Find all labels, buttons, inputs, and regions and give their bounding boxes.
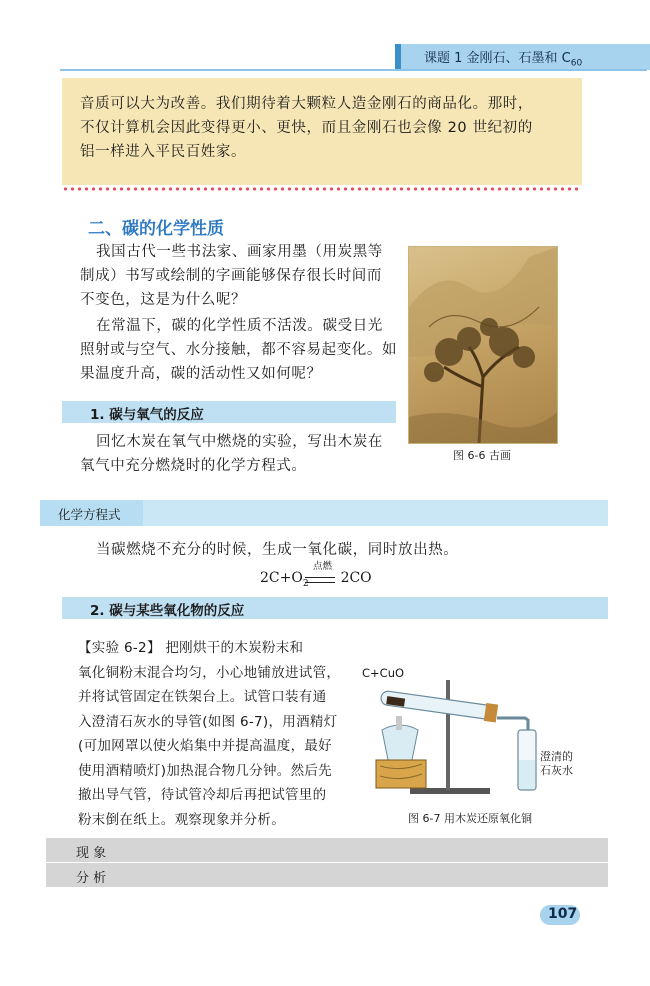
figure-6-6-caption: 图 6-6 古画 — [453, 449, 511, 462]
lesson-number: 课题 1 — [424, 51, 463, 66]
analysis-row — [46, 863, 608, 887]
experiment-line: 粉末倒在纸上。观察现象并分析。 — [78, 811, 285, 828]
observation-label: 现 象 — [76, 846, 107, 861]
experiment-line: (可加网罩以使火焰集中并提高温度，最好 — [78, 738, 332, 754]
experiment-line: 并将试管固定在铁架台上。试管口装有通 — [78, 689, 327, 705]
header-divider — [60, 69, 647, 71]
prompt-line: 氧气中充分燃烧时的化学方程式。 — [80, 458, 307, 474]
intro-line: 铝一样进入平民百姓家。 — [80, 144, 247, 160]
para-line: 我国古代一些书法家、画家用墨（用炭黑等 — [96, 244, 383, 260]
experiment-line: 入澄清石灰水的导管(如图 6-7)，用酒精灯 — [78, 713, 338, 730]
chapter-header — [424, 47, 582, 69]
equation-subscript: 2 — [302, 578, 309, 589]
experiment-line: 【实验 6-2】 把刚烘干的木炭粉末和 — [78, 640, 304, 656]
label-limewater-line: 石灰水 — [540, 764, 573, 777]
experiment-label: 【实验 6-2】 — [78, 640, 161, 656]
subsection-1-heading: 1. 碳与氧气的反应 — [90, 407, 204, 423]
label-limewater-line: 澄清的 — [540, 750, 573, 763]
label-limewater — [540, 750, 573, 778]
figure-6-7-caption: 图 6-7 用木炭还原氧化铜 — [408, 812, 532, 825]
lesson-title-subscript: 60 — [570, 58, 583, 69]
label-reagent: C+CuO — [362, 666, 405, 680]
intro-text — [80, 92, 575, 164]
section-para-2 — [80, 314, 400, 386]
equation-product: 2CO — [340, 570, 372, 586]
observation-row — [46, 838, 608, 862]
intro-box-dotted-border — [62, 186, 582, 192]
apparatus-illustration — [360, 660, 610, 800]
para-line: 照射或与空气、水分接触，都不容易起变化。如 — [80, 342, 398, 358]
experiment-line: 氧化铜粉末混合均匀，小心地铺放进试管， — [78, 664, 341, 681]
analysis-label: 分 析 — [76, 871, 107, 886]
section-heading: 二、碳的化学性质 — [88, 219, 224, 239]
intro-line: 不仅计算机会因此变得更小、更快，而且金刚石也会像 20 世纪初的 — [80, 120, 533, 136]
para-line: 在常温下，碳的化学性质不活泼。碳受日光 — [96, 318, 383, 334]
subsection-2-heading: 2. 碳与某些氧化物的反应 — [90, 603, 245, 619]
painting-illustration — [409, 247, 557, 443]
para-line: 不变色，这是为什么呢？ — [80, 292, 247, 308]
subsection-1-prompt — [80, 430, 400, 478]
intro-line: 音质可以大为改善。我们期待着大颗粒人造金刚石的商品化。那时， — [80, 96, 533, 112]
equation-reactants: 2C+O — [260, 570, 303, 586]
experiment-line: 使用酒精喷灯)加热混合物几分钟。然后先 — [78, 762, 332, 779]
section-para-1 — [80, 240, 400, 312]
prompt-line: 回忆木炭在氧气中燃烧的实验，写出木炭在 — [96, 434, 383, 450]
answer-box-label: 化学方程式 — [58, 507, 121, 522]
apparatus-figure — [360, 660, 610, 800]
para-line: 果温度升高，碳的活动性又如何呢？ — [80, 366, 322, 382]
incomplete-combustion-text: 当碳燃烧不充分的时候，生成一氧化碳，同时放出热。 — [96, 542, 459, 558]
para-line: 制成）书写或绘制的字画能够保存很长时间而 — [80, 268, 382, 284]
equation-equals-sign — [305, 577, 335, 583]
lesson-title: 金刚石、石墨和 C — [466, 51, 571, 66]
equation-condition: 点燃 — [313, 561, 333, 572]
experiment-line: 撤出导气管，待试管冷却后再把试管里的 — [78, 787, 327, 803]
ancient-painting-image — [408, 246, 558, 444]
experiment-text — [78, 636, 368, 832]
stand-rod — [446, 680, 450, 790]
page-number: 107 — [548, 906, 578, 922]
